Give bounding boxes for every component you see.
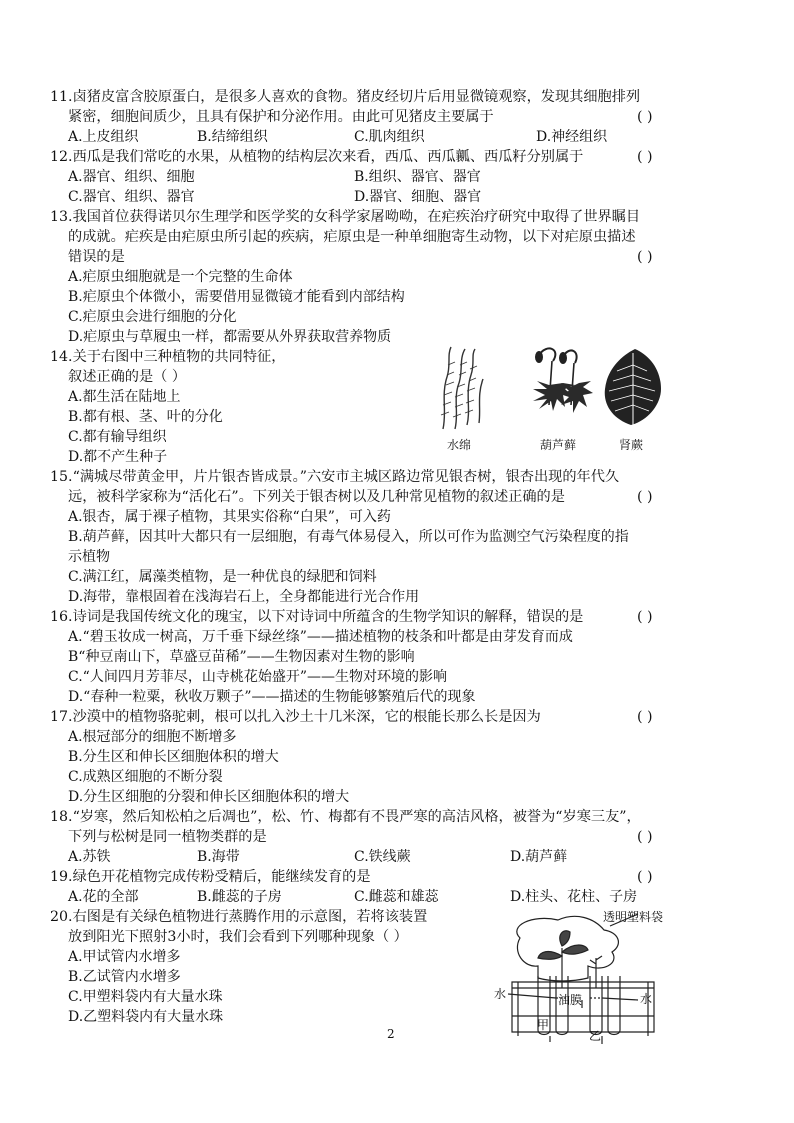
spirogyra-illustration xyxy=(441,347,483,429)
q16-option-c[interactable]: C.“人间四月芳菲尽，山寺桃花始盛开”——生物对环境的影响 xyxy=(68,669,447,685)
q11-answer-paren[interactable]: ( ) xyxy=(637,109,653,125)
q18-option-a[interactable]: A.苏铁 xyxy=(68,849,111,865)
q14-stem-line1: 14.关于右图中三种植物的共同特征， xyxy=(50,349,286,365)
q20-option-a[interactable]: A.甲试管内水增多 xyxy=(68,949,181,965)
q13-stem-line2: 的成就。疟疾是由疟原虫所引起的疾病，疟原虫是一种单细胞寄生动物，以下对疟原虫描述 xyxy=(68,229,636,245)
q15-stem-line2: 远，被科学家称为“活化石”。下列关于银杏树以及几种常见植物的叙述正确的是 xyxy=(68,489,565,505)
q16-option-d[interactable]: D.“春种一粒粟，秋收万颗子”——描述的生物能够繁殖后代的现象 xyxy=(68,689,476,705)
q11-stem-line1: 11.卤猪皮富含胶原蛋白，是很多人喜欢的食物。猪皮经切片后用显微镜观察，发现其细胞排列 xyxy=(50,89,641,105)
q20-option-c[interactable]: C.甲塑料袋内有大量水珠 xyxy=(68,989,223,1005)
q16-answer-paren[interactable]: ( ) xyxy=(637,609,653,625)
q12-option-d[interactable]: D.器官、细胞、器官 xyxy=(354,189,482,205)
q18-answer-paren[interactable]: ( ) xyxy=(637,829,653,845)
q11-option-b[interactable]: B.结缔组织 xyxy=(197,129,268,145)
q14-option-d[interactable]: D.都不产生种子 xyxy=(68,449,168,465)
fig-label-fern: 肾蕨 xyxy=(619,438,644,452)
fern-illustration xyxy=(605,349,661,429)
q13-option-a[interactable]: A.疟原虫细胞就是一个完整的生命体 xyxy=(68,269,293,285)
fig-label-oil-film: 油膜 xyxy=(558,993,583,1007)
q19-answer-paren[interactable]: ( ) xyxy=(637,869,653,885)
q18-option-c[interactable]: C.铁线蕨 xyxy=(354,849,411,865)
q19-stem-line1: 19.绿色开花植物完成传粉受精后，能继续发育的是 xyxy=(50,869,371,885)
q20-stem-line1: 20.右图是有关绿色植物进行蒸腾作用的示意图，若将该装置 xyxy=(50,909,428,925)
q11-option-d[interactable]: D.神经组织 xyxy=(536,129,608,145)
q16-stem-line1: 16.诗词是我国传统文化的瑰宝，以下对诗词中所蕴含的生物学知识的解释，错误的是 xyxy=(50,609,584,625)
plants-figure xyxy=(435,345,675,435)
q17-option-b[interactable]: B.分生区和伸长区细胞体积的增大 xyxy=(68,749,279,765)
q20-option-b[interactable]: B.乙试管内水增多 xyxy=(68,969,181,985)
q13-option-d[interactable]: D.疟原虫与草履虫一样，都需要从外界获取营养物质 xyxy=(68,329,392,345)
q14-stem-line2: 叙述正确的是（ ） xyxy=(68,369,187,385)
fig-label-plastic-bag: 透明塑料袋 xyxy=(603,910,664,924)
fig-label-jia: 甲 xyxy=(537,1018,550,1032)
q17-stem-line1: 17.沙漠中的植物骆驼刺，根可以扎入沙土十几米深，它的根能长那么长是因为 xyxy=(50,709,541,725)
q16-option-a[interactable]: A.“碧玉妆成一树高，万千垂下绿丝绦”——描述植物的枝条和叶都是由芽发育而成 xyxy=(68,629,573,645)
transpiration-figure xyxy=(498,908,678,1048)
q15-stem-line1: 15.“满城尽带黄金甲，片片银杏皆成景。”六安市主城区路边常见银杏树，银杏出现的年代久 xyxy=(50,469,620,485)
q13-option-c[interactable]: C.疟原虫会进行细胞的分化 xyxy=(68,309,237,325)
q18-option-d[interactable]: D.葫芦藓 xyxy=(510,849,568,865)
q16-option-b[interactable]: B“种豆南山下，草盛豆苗稀”——生物因素对生物的影响 xyxy=(68,649,415,665)
q18-stem-line2: 下列与松树是同一植物类群的是 xyxy=(68,829,267,845)
q11-option-c[interactable]: C.肌肉组织 xyxy=(354,129,425,145)
q11-option-a[interactable]: A.上皮组织 xyxy=(68,129,139,145)
q20-stem-line2: 放到阳光下照射3小时，我们会看到下列哪种现象（ ） xyxy=(68,929,408,945)
q15-answer-paren[interactable]: ( ) xyxy=(637,489,653,505)
q15-option-b-line2[interactable]: 示植物 xyxy=(68,549,110,565)
fig-label-water-left: 水 xyxy=(494,987,507,1001)
q13-stem-line1: 13.我国首位获得诺贝尔生理学和医学奖的女科学家屠呦呦，在疟疾治疗研究中取得了世界瞩目 xyxy=(50,209,641,225)
q17-option-a[interactable]: A.根冠部分的细胞不断增多 xyxy=(68,729,237,745)
q20-option-d[interactable]: D.乙塑料袋内有大量水珠 xyxy=(68,1009,224,1025)
fig-label-water-right: 水 xyxy=(640,992,653,1006)
fig-label-yi: 乙 xyxy=(589,1029,602,1043)
q17-answer-paren[interactable]: ( ) xyxy=(637,709,653,725)
q12-stem-line1: 12.西瓜是我们常吃的水果，从植物的结构层次来看，西瓜、西瓜瓤、西瓜籽分别属于 xyxy=(50,149,584,165)
q12-option-b[interactable]: B.组织、器官、器官 xyxy=(354,169,481,185)
q17-option-d[interactable]: D.分生区细胞的分裂和伸长区细胞体积的增大 xyxy=(68,789,350,805)
q14-option-c[interactable]: C.都有输导组织 xyxy=(68,429,167,445)
q15-option-a[interactable]: A.银杏，属于裸子植物，其果实俗称“白果”，可入药 xyxy=(68,509,391,525)
q18-stem-line1: 18.“岁寒，然后知松柏之后凋也”，松、竹、梅都有不畏严寒的高洁风格，被誉为“岁寒三友”， xyxy=(50,809,641,825)
q15-option-d[interactable]: D.海带，靠根固着在浅海岩石上，全身都能进行光合作用 xyxy=(68,589,420,605)
q18-option-b[interactable]: B.海带 xyxy=(197,849,240,865)
q12-option-a[interactable]: A.器官、组织、细胞 xyxy=(68,169,195,185)
q19-option-d[interactable]: D.柱头、花柱、子房 xyxy=(510,889,638,905)
q13-answer-paren[interactable]: ( ) xyxy=(637,249,653,265)
q14-option-b[interactable]: B.都有根、茎、叶的分化 xyxy=(68,409,223,425)
q19-option-a[interactable]: A.花的全部 xyxy=(68,889,139,905)
q13-stem-line3: 错误的是 xyxy=(68,249,125,265)
page-number: 2 xyxy=(387,1027,395,1041)
q11-stem-line2: 紧密，细胞间质少，且具有保护和分泌作用。由此可见猪皮主要属于 xyxy=(68,109,494,125)
moss-illustration xyxy=(533,348,593,413)
q13-option-b[interactable]: B.疟原虫个体微小，需要借用显微镜才能看到内部结构 xyxy=(68,289,405,305)
fig-label-spirogyra: 水绵 xyxy=(447,438,472,452)
q14-option-a[interactable]: A.都生活在陆地上 xyxy=(68,389,181,405)
fig-label-moss: 葫芦藓 xyxy=(540,438,577,452)
q15-option-b-line1[interactable]: B.葫芦藓，因其叶大都只有一层细胞，有毒气体易侵入，所以可作为监测空气污染程度的指 xyxy=(68,529,629,545)
q19-option-b[interactable]: B.雌蕊的子房 xyxy=(197,889,282,905)
q19-option-c[interactable]: C.雌蕊和雄蕊 xyxy=(354,889,439,905)
q17-option-c[interactable]: C.成熟区细胞的不断分裂 xyxy=(68,769,223,785)
q12-answer-paren[interactable]: ( ) xyxy=(637,149,653,165)
q12-option-c[interactable]: C.器官、组织、器官 xyxy=(68,189,195,205)
q15-option-c[interactable]: C.满江红，属藻类植物，是一种优良的绿肥和饲料 xyxy=(68,569,377,585)
